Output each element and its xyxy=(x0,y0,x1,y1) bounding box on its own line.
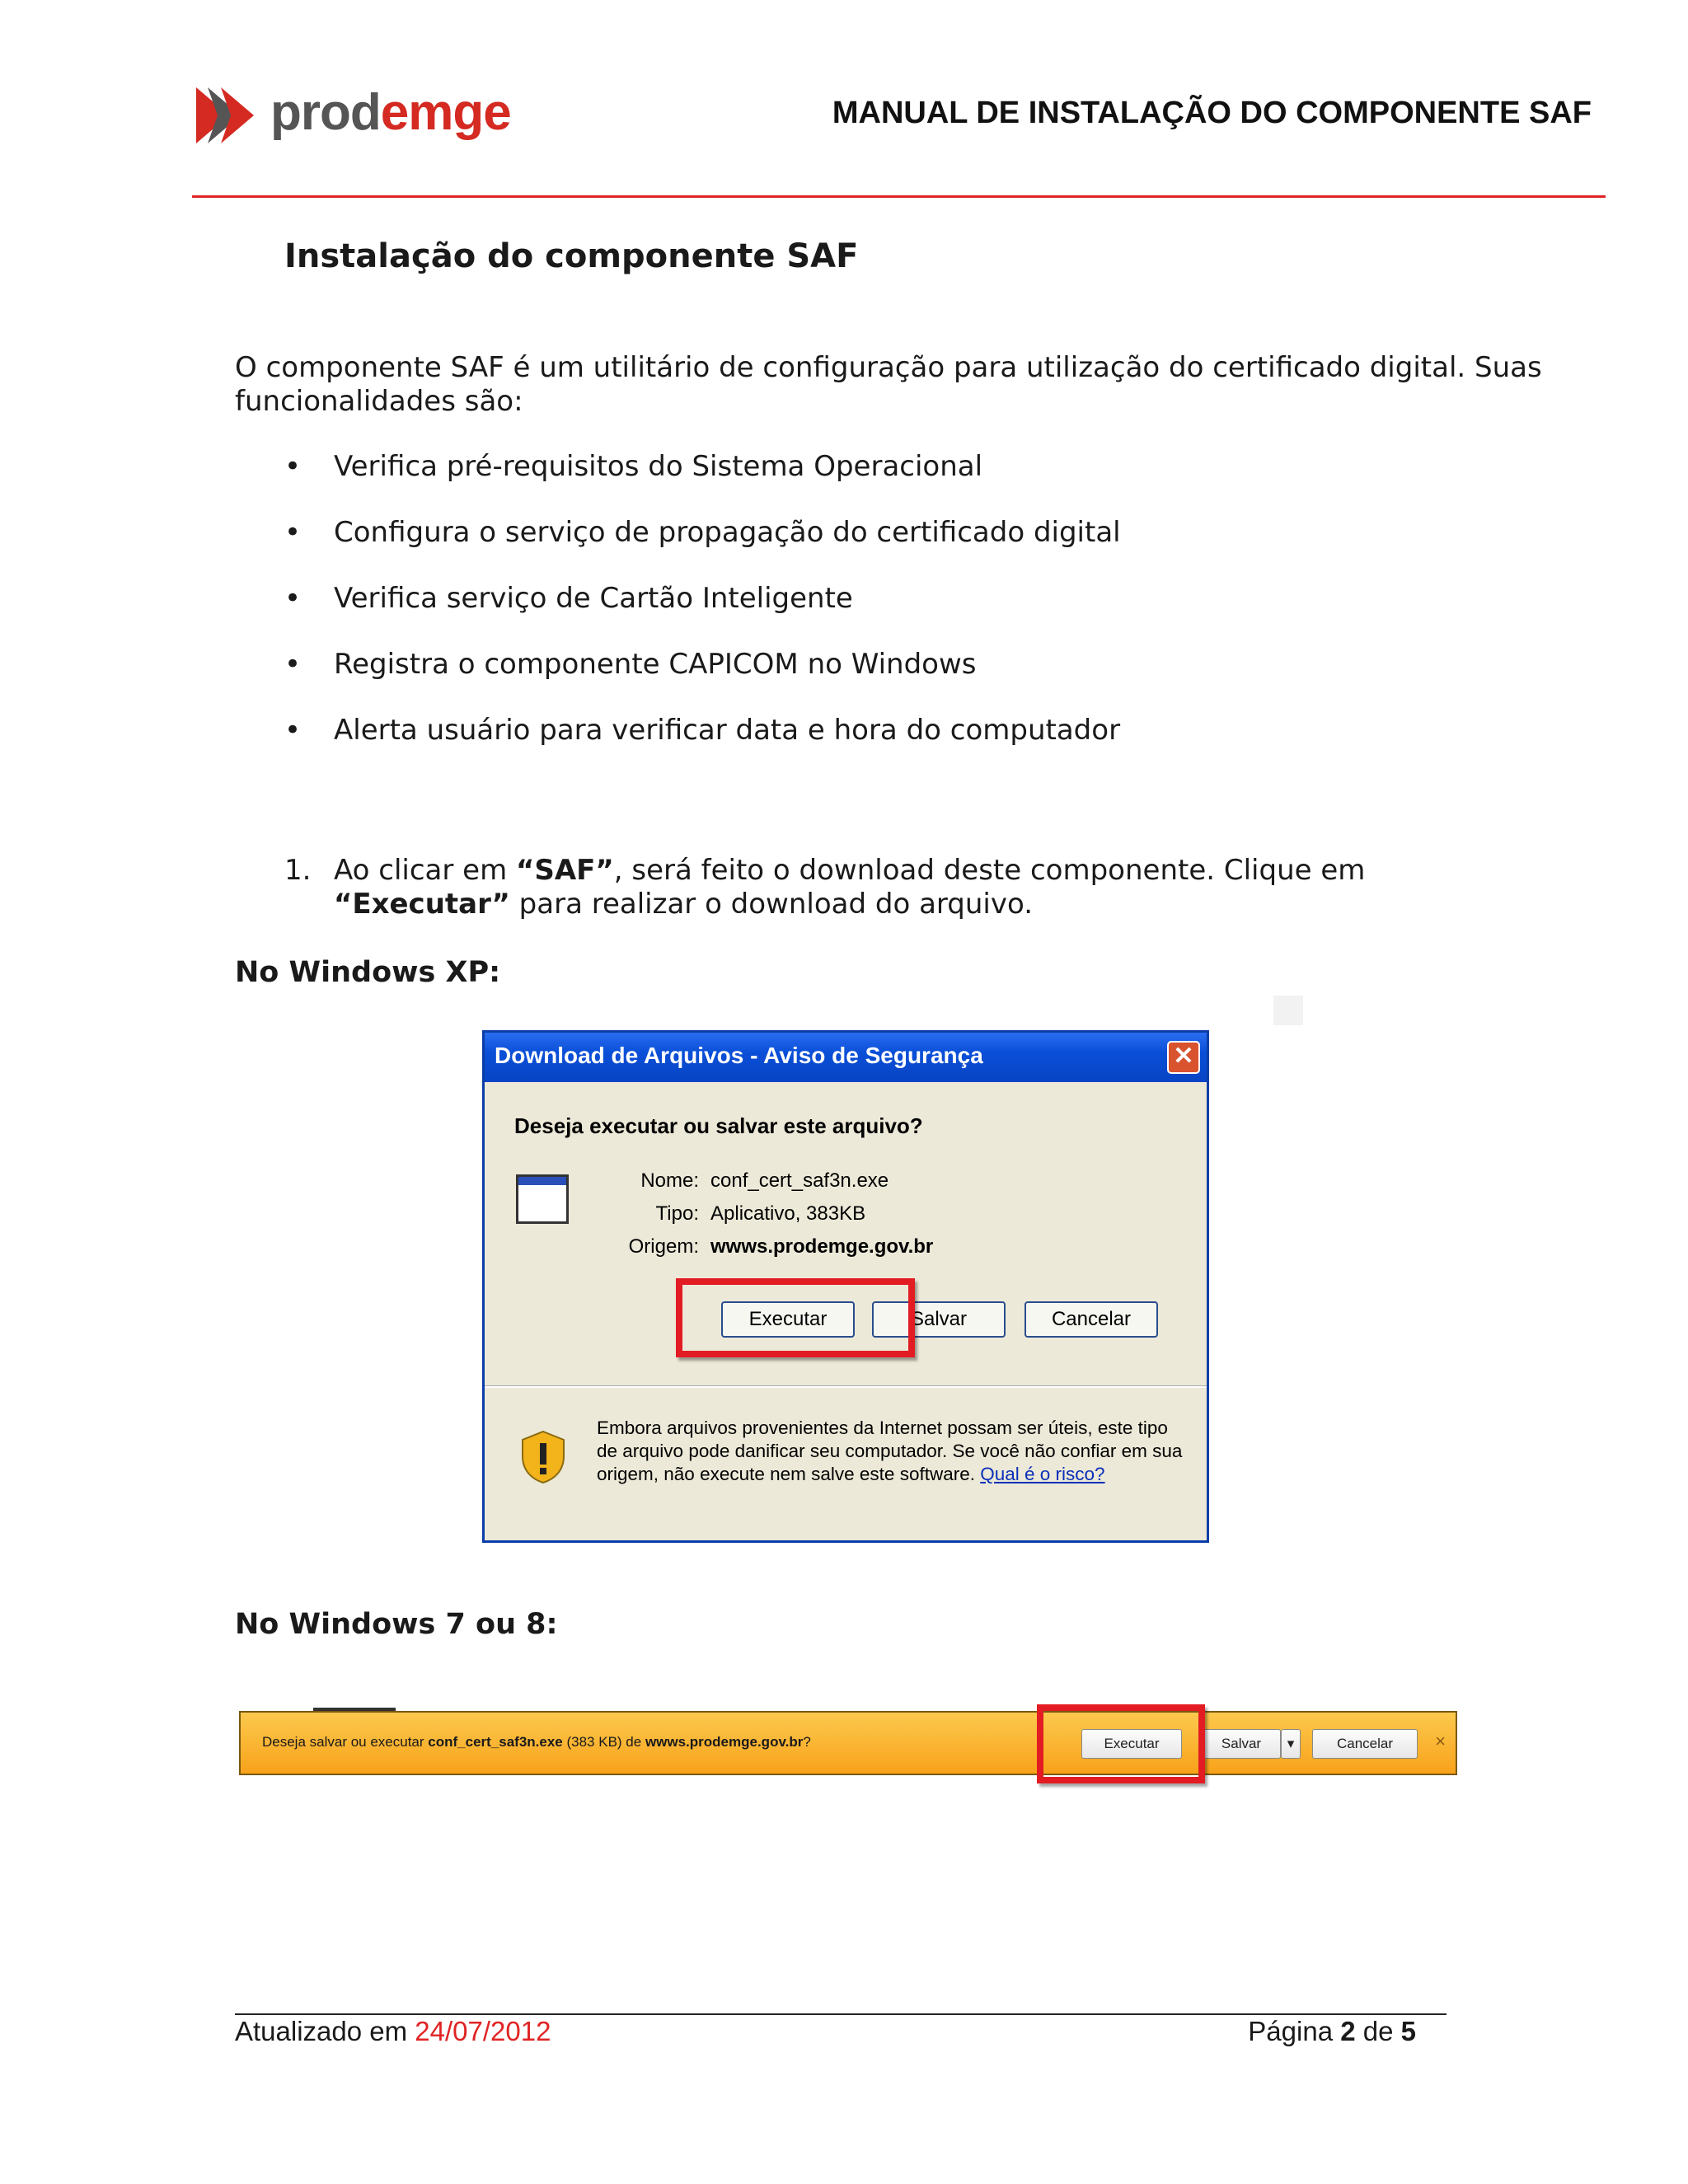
blank-marker xyxy=(1273,996,1303,1025)
feature-item: • Verifica serviço de Cartão Inteligente xyxy=(284,582,1521,648)
step-text xyxy=(334,854,1504,921)
step-text-part: para realizar o download do arquivo. xyxy=(509,888,1034,921)
save-button[interactable]: Salvar xyxy=(872,1301,1006,1338)
cancel-button[interactable]: Cancelar xyxy=(1025,1301,1158,1338)
xp-label: No Windows XP: xyxy=(235,956,501,989)
highlight-box xyxy=(676,1278,915,1357)
dialog-question: Deseja executar ou salvar este arquivo? xyxy=(514,1113,923,1138)
origin-label: Origem: xyxy=(628,1235,699,1258)
current-page: 2 xyxy=(1340,2016,1356,2046)
intro-paragraph: O componente SAF é um utilitário de configuração para utilização do certificado digital. Suas funcionalidades são: xyxy=(235,351,1542,418)
shield-warning-icon xyxy=(519,1430,567,1484)
prompt-part: ? xyxy=(803,1734,811,1750)
of-label: de xyxy=(1355,2016,1401,2046)
updated-date: 24/07/2012 xyxy=(415,2016,551,2046)
feature-item: • Configura o serviço de propagação do certificado digital xyxy=(284,516,1521,582)
security-warning xyxy=(597,1417,1190,1486)
xp-download-dialog xyxy=(482,1030,1209,1543)
type-value: Aplicativo, 383KB xyxy=(710,1202,866,1225)
application-icon xyxy=(516,1174,569,1224)
prompt-size: (383 KB) de xyxy=(562,1734,645,1750)
updated-label: Atualizado em xyxy=(235,2016,415,2046)
feature-item: • Alerta usuário para verificar data e hora do computador xyxy=(284,714,1521,780)
file-origin-row xyxy=(584,1230,933,1263)
section-title: Instalação do componente SAF xyxy=(284,237,859,275)
step-saf-emphasis: “SAF” xyxy=(516,854,614,887)
risk-link[interactable]: Qual é o risco? xyxy=(980,1464,1105,1484)
save-button[interactable]: Salvar xyxy=(1202,1729,1281,1759)
page-label: Página xyxy=(1248,2016,1341,2046)
prompt-file: conf_cert_saf3n.exe xyxy=(428,1734,563,1750)
step-text-part: Ao clicar em xyxy=(334,854,517,887)
logo-chevron-icon xyxy=(196,82,262,148)
step-number: 1. xyxy=(284,854,312,887)
dialog-title: Download de Arquivos - Aviso de Segurança xyxy=(495,1043,983,1068)
total-pages: 5 xyxy=(1400,2016,1416,2046)
manual-title: MANUAL DE INSTALAÇÃO DO COMPONENTE SAF xyxy=(832,96,1592,130)
close-icon[interactable]: × xyxy=(1435,1731,1446,1751)
name-value: conf_cert_saf3n.exe xyxy=(710,1169,889,1192)
highlight-box xyxy=(1037,1704,1205,1783)
w7-label: No Windows 7 ou 8: xyxy=(235,1608,558,1641)
download-prompt xyxy=(262,1734,811,1750)
prodemge-logo xyxy=(196,79,511,153)
save-dropdown-icon[interactable]: ▾ xyxy=(1281,1729,1301,1759)
warning-text: Embora arquivos provenientes da Internet possam ser úteis, este tipo de arquivo pode danificar seu computador. Se você não confiar em sua origem, não execute nem salve este software. xyxy=(597,1418,1183,1484)
logo-wordmark: prodemge xyxy=(270,84,511,141)
footer-updated xyxy=(235,2016,551,2047)
file-info xyxy=(584,1165,933,1263)
step-1 xyxy=(284,854,1504,921)
w7-download-bar xyxy=(239,1711,1457,1775)
feature-list xyxy=(284,450,1521,780)
step-text-part: , será feito o download deste componente. Clique em xyxy=(613,854,1366,887)
prompt-part: Deseja salvar ou executar xyxy=(262,1734,429,1750)
close-icon[interactable]: ✕ xyxy=(1167,1041,1200,1074)
feature-item: • Verifica pré-requisitos do Sistema Operacional xyxy=(284,450,1521,516)
type-label: Tipo: xyxy=(655,1202,699,1225)
run-button[interactable]: Executar xyxy=(721,1301,855,1338)
header-divider xyxy=(192,195,1606,198)
file-name-row xyxy=(584,1165,933,1197)
step-executar-emphasis: “Executar” xyxy=(334,888,510,921)
origin-value: wwws.prodemge.gov.br xyxy=(710,1235,934,1258)
name-label: Nome: xyxy=(640,1169,699,1192)
prompt-site: wwws.prodemge.gov.br xyxy=(645,1734,804,1750)
dialog-separator xyxy=(485,1385,1207,1388)
file-type-row xyxy=(584,1197,933,1230)
dialog-titlebar xyxy=(485,1033,1207,1082)
page-number xyxy=(1248,2016,1416,2047)
run-button[interactable]: Executar xyxy=(1081,1729,1182,1759)
cancel-button[interactable]: Cancelar xyxy=(1312,1729,1418,1759)
feature-item: • Registra o componente CAPICOM no Windows xyxy=(284,648,1521,714)
footer-divider xyxy=(235,2013,1447,2015)
